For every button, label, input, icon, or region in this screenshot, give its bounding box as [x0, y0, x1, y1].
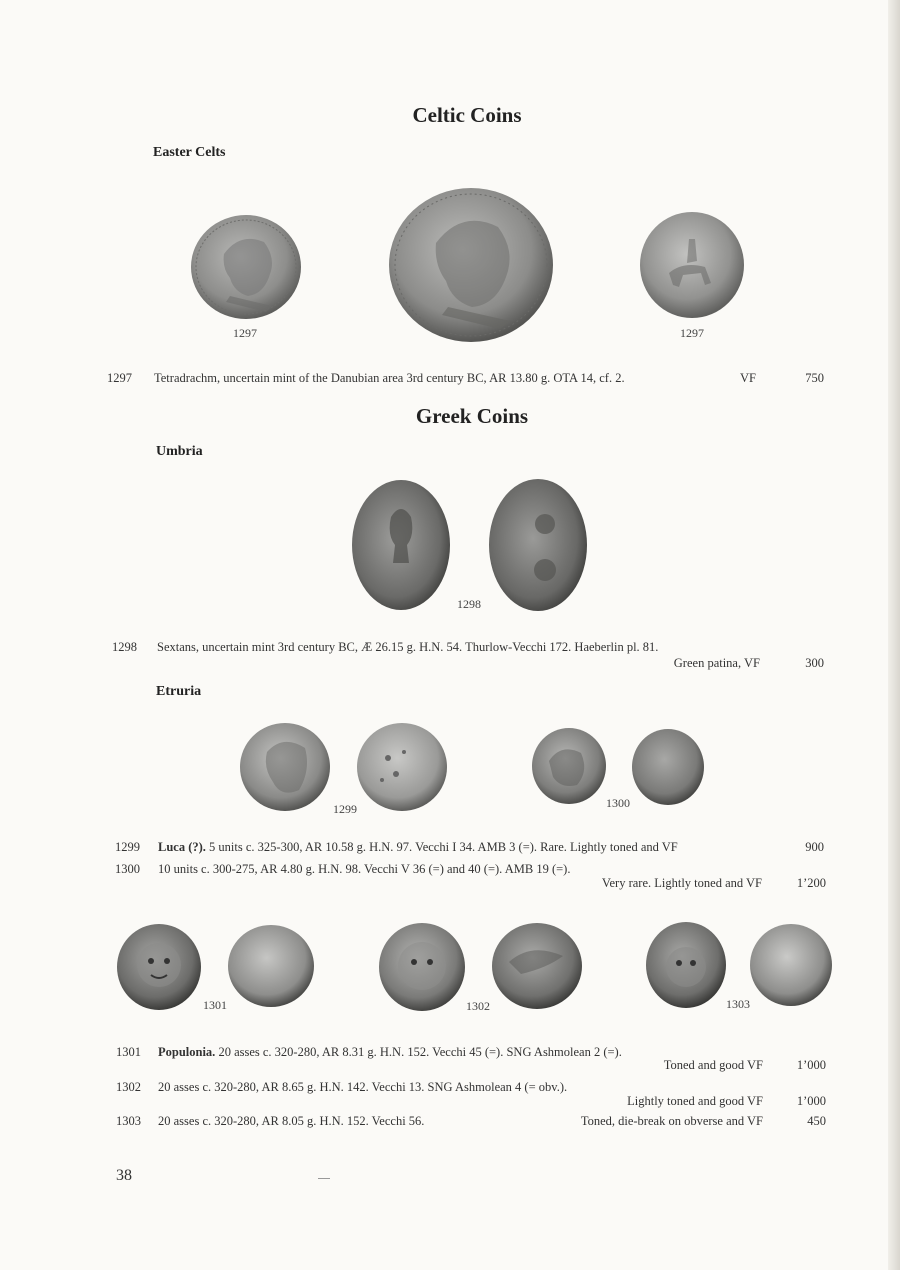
- lot-number-1300: 1300: [115, 862, 140, 876]
- stray-mark: [318, 1178, 330, 1179]
- coin-image-1303-reverse: [749, 923, 833, 1007]
- region-heading-umbria: Umbria: [156, 444, 203, 459]
- lot-estimate-1298: 300: [805, 656, 824, 670]
- lot-description-1298: Sextans, uncertain mint 3rd century BC, Æ 26.15 g. H.N. 54. Thurlow-Vecchi 172. Haeberlin pl. 81.: [157, 640, 659, 654]
- coin-image-1301-obverse: [116, 923, 202, 1011]
- coin-image-1302-reverse: [491, 922, 583, 1010]
- section-title-celtic: Celtic Coins: [412, 103, 522, 127]
- lot-description-1299: [158, 840, 678, 855]
- coin-image-1302-obverse: [378, 922, 466, 1012]
- coin-image-1300-obverse: [531, 727, 607, 805]
- coin-image-1297-obverse-large: [388, 187, 554, 343]
- coin-label-1297-left: 1297: [233, 326, 257, 340]
- coin-label-1298: 1298: [457, 597, 481, 611]
- coin-image-1300-reverse: [631, 728, 705, 806]
- lot-number-1302: 1302: [116, 1080, 141, 1094]
- lot-number-1298: 1298: [112, 640, 137, 654]
- lot-number-1297: 1297: [107, 371, 132, 385]
- coin-image-1298-reverse: [488, 478, 588, 612]
- coin-label-1300: 1300: [606, 796, 630, 810]
- coin-image-1303-obverse: [645, 921, 727, 1009]
- lot-number-1301: 1301: [116, 1045, 141, 1059]
- coin-image-1301-reverse: [227, 924, 315, 1008]
- lot-description-1301: [158, 1045, 622, 1060]
- lot-grade-1302: Lightly toned and good VF: [627, 1094, 763, 1108]
- coin-label-1297-right: 1297: [680, 326, 704, 340]
- lot-mint-1299: Luca (?).: [158, 840, 206, 854]
- lot-description-1299-text: 5 units c. 325-300, AR 10.58 g. H.N. 97. Vecchi I 34. AMB 3 (=). Rare. Lightly toned and VF: [205, 840, 678, 854]
- lot-grade-1301: Toned and good VF: [663, 1058, 763, 1072]
- lot-mint-1301: Populonia.: [158, 1045, 216, 1059]
- lot-grade-1297: VF: [740, 371, 756, 385]
- coin-image-1298-obverse: [351, 479, 451, 611]
- lot-estimate-1303: 450: [807, 1114, 826, 1128]
- region-heading-easter-celts: Easter Celts: [153, 145, 226, 160]
- lot-number-1303: 1303: [116, 1114, 141, 1128]
- lot-estimate-1302: 1’000: [796, 1094, 826, 1108]
- page-edge-shadow: [888, 0, 900, 1270]
- coin-image-1297-obverse-small: [190, 214, 302, 320]
- coin-label-1302: 1302: [466, 999, 490, 1013]
- lot-number-1299: 1299: [115, 840, 140, 854]
- lot-grade-1300: Very rare. Lightly toned and VF: [601, 876, 762, 890]
- lot-grade-1298: Green patina, VF: [673, 656, 760, 670]
- lot-estimate-1301: 1’000: [796, 1058, 826, 1072]
- lot-description-1297: Tetradrachm, uncertain mint of the Danubian area 3rd century BC, AR 13.80 g. OTA 14, cf. 2.: [154, 371, 625, 385]
- coin-label-1299: 1299: [333, 802, 357, 816]
- coin-image-1297-reverse: [639, 211, 745, 319]
- coin-label-1303: 1303: [726, 997, 750, 1011]
- coin-image-1299-obverse: [239, 722, 331, 812]
- lot-description-1303: 20 asses c. 320-280, AR 8.05 g. H.N. 152. Vecchi 56.: [158, 1114, 425, 1128]
- lot-grade-1303: Toned, die-break on obverse and VF: [580, 1114, 763, 1128]
- lot-estimate-1300: 1’200: [796, 876, 826, 890]
- section-title-greek: Greek Coins: [415, 404, 529, 428]
- coin-label-1301: 1301: [203, 998, 227, 1012]
- lot-description-1302: 20 asses c. 320-280, AR 8.65 g. H.N. 142. Vecchi 13. SNG Ashmolean 4 (= obv.).: [158, 1080, 568, 1094]
- lot-description-1301-text: 20 asses c. 320-280, AR 8.31 g. H.N. 152. Vecchi 45 (=). SNG Ashmolean 2 (=).: [215, 1045, 622, 1059]
- page-number: 38: [116, 1167, 132, 1184]
- lot-description-1300: 10 units c. 300-275, AR 4.80 g. H.N. 98. Vecchi V 36 (=) and 40 (=). AMB 19 (=).: [158, 862, 571, 876]
- region-heading-etruria: Etruria: [156, 684, 202, 699]
- lot-estimate-1299: 900: [805, 840, 824, 854]
- lot-estimate-1297: 750: [805, 371, 824, 385]
- coin-image-1299-reverse: [356, 722, 448, 812]
